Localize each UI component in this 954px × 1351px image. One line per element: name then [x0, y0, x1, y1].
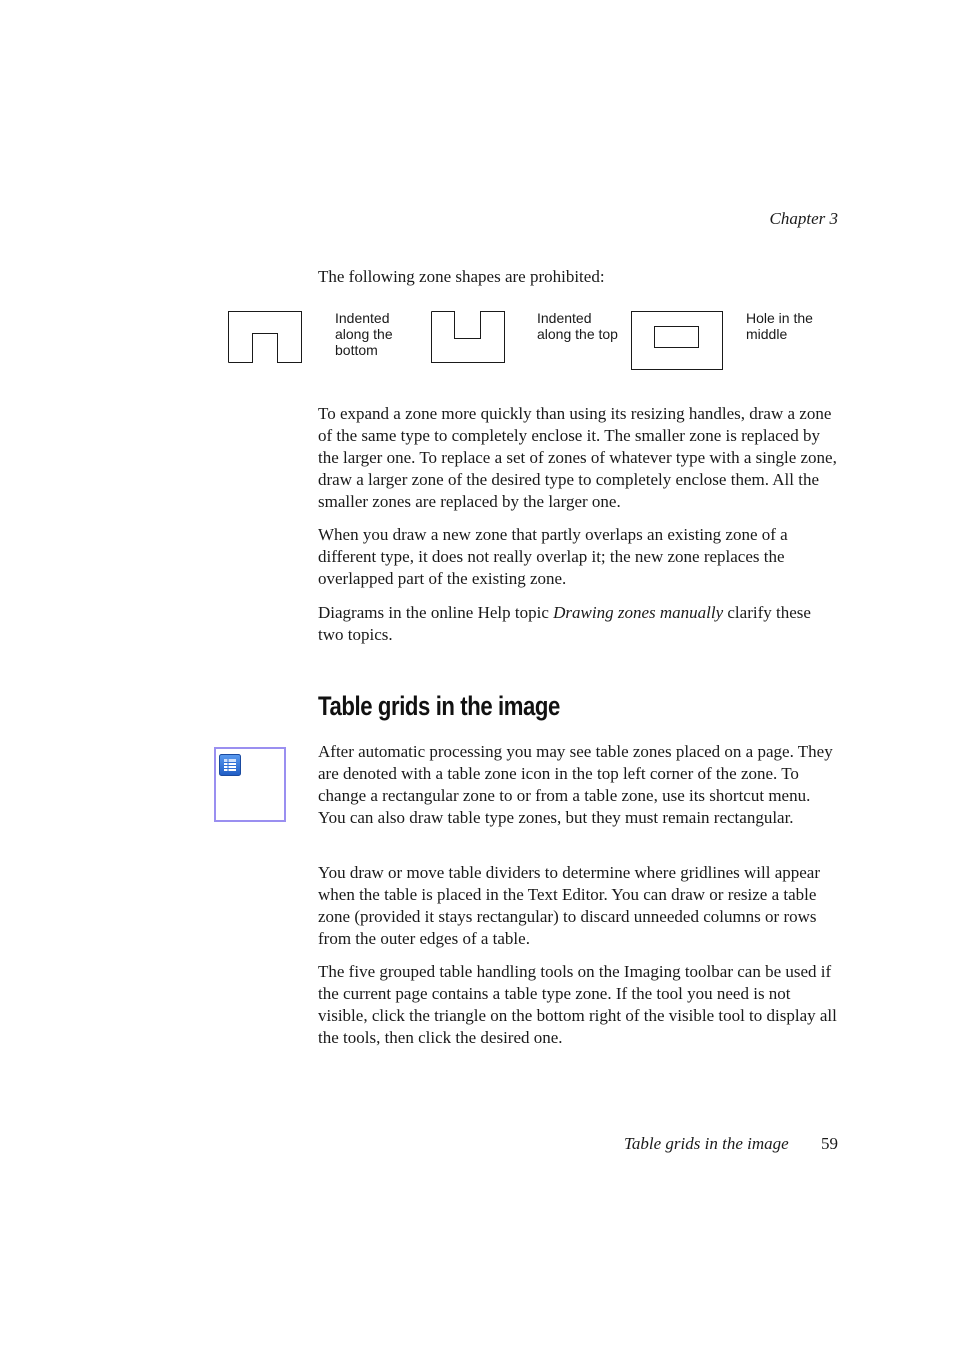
paragraph-table-dividers: You draw or move table dividers to determine where gridlines will appear when the table is placed in the Text Editor. You can draw or resize a table zone (provided it stays rectangular) to discard unneeded columns or rows from the outer edges of a table. — [318, 863, 820, 948]
footer-title: Table grids in the image — [624, 1134, 789, 1153]
help-topic-title: Drawing zones manually — [553, 603, 724, 622]
shape-indented-top — [431, 311, 505, 363]
paragraph-diagrams — [318, 602, 840, 646]
paragraph-table-tools: The five grouped table handling tools on the Imaging toolbar can be used if the current page contains a table type zone. If the tool you need is not visible, click the triangle on the bottom right of the visible tool to display all the tools, then click the desired one. — [318, 962, 837, 1047]
section-heading: Table grids in the image — [318, 691, 560, 721]
shape-label-indented-top: Indented along the top — [537, 310, 618, 342]
shape-hole-middle — [631, 311, 724, 371]
shape-label-indented-bottom: Indented along the bottom — [335, 310, 393, 358]
paragraph-table-zones: After automatic processing you may see table zones placed on a page. They are denoted with a table zone icon in the top left corner of the zone. To change a rectangular zone to or from a table zone, use its shortcut menu. You can also draw table type zones, but they must remain rectangular. — [318, 742, 833, 827]
paragraph-expand-zone: To expand a zone more quickly than using its resizing handles, draw a zone of the same type to completely enclose it. The smaller zone is replaced by the larger one. To replace a set of zones of whatever type with a single zone, draw a larger zone of the desired type to completely enclose them. All the smaller zones are replaced by the larger one. — [318, 404, 837, 511]
table-zone-illustration — [214, 747, 286, 822]
shape-label-hole-middle: Hole in the middle — [746, 310, 813, 342]
running-head: Chapter 3 — [769, 209, 838, 228]
paragraph-diagrams-after: clarify these two topics. — [318, 603, 811, 644]
paragraph-diagrams-before: Diagrams in the online Help topic — [318, 603, 554, 622]
paragraph-overlap-zone: When you draw a new zone that partly overlaps an existing zone of a different type, it does not really overlap it; the new zone replaces the overlapped part of the existing zone. — [318, 525, 788, 588]
table-zone-icon — [219, 754, 241, 776]
page-number: 59 — [821, 1134, 838, 1153]
intro-line: The following zone shapes are prohibited: — [318, 267, 605, 286]
shape-indented-bottom — [228, 311, 302, 363]
